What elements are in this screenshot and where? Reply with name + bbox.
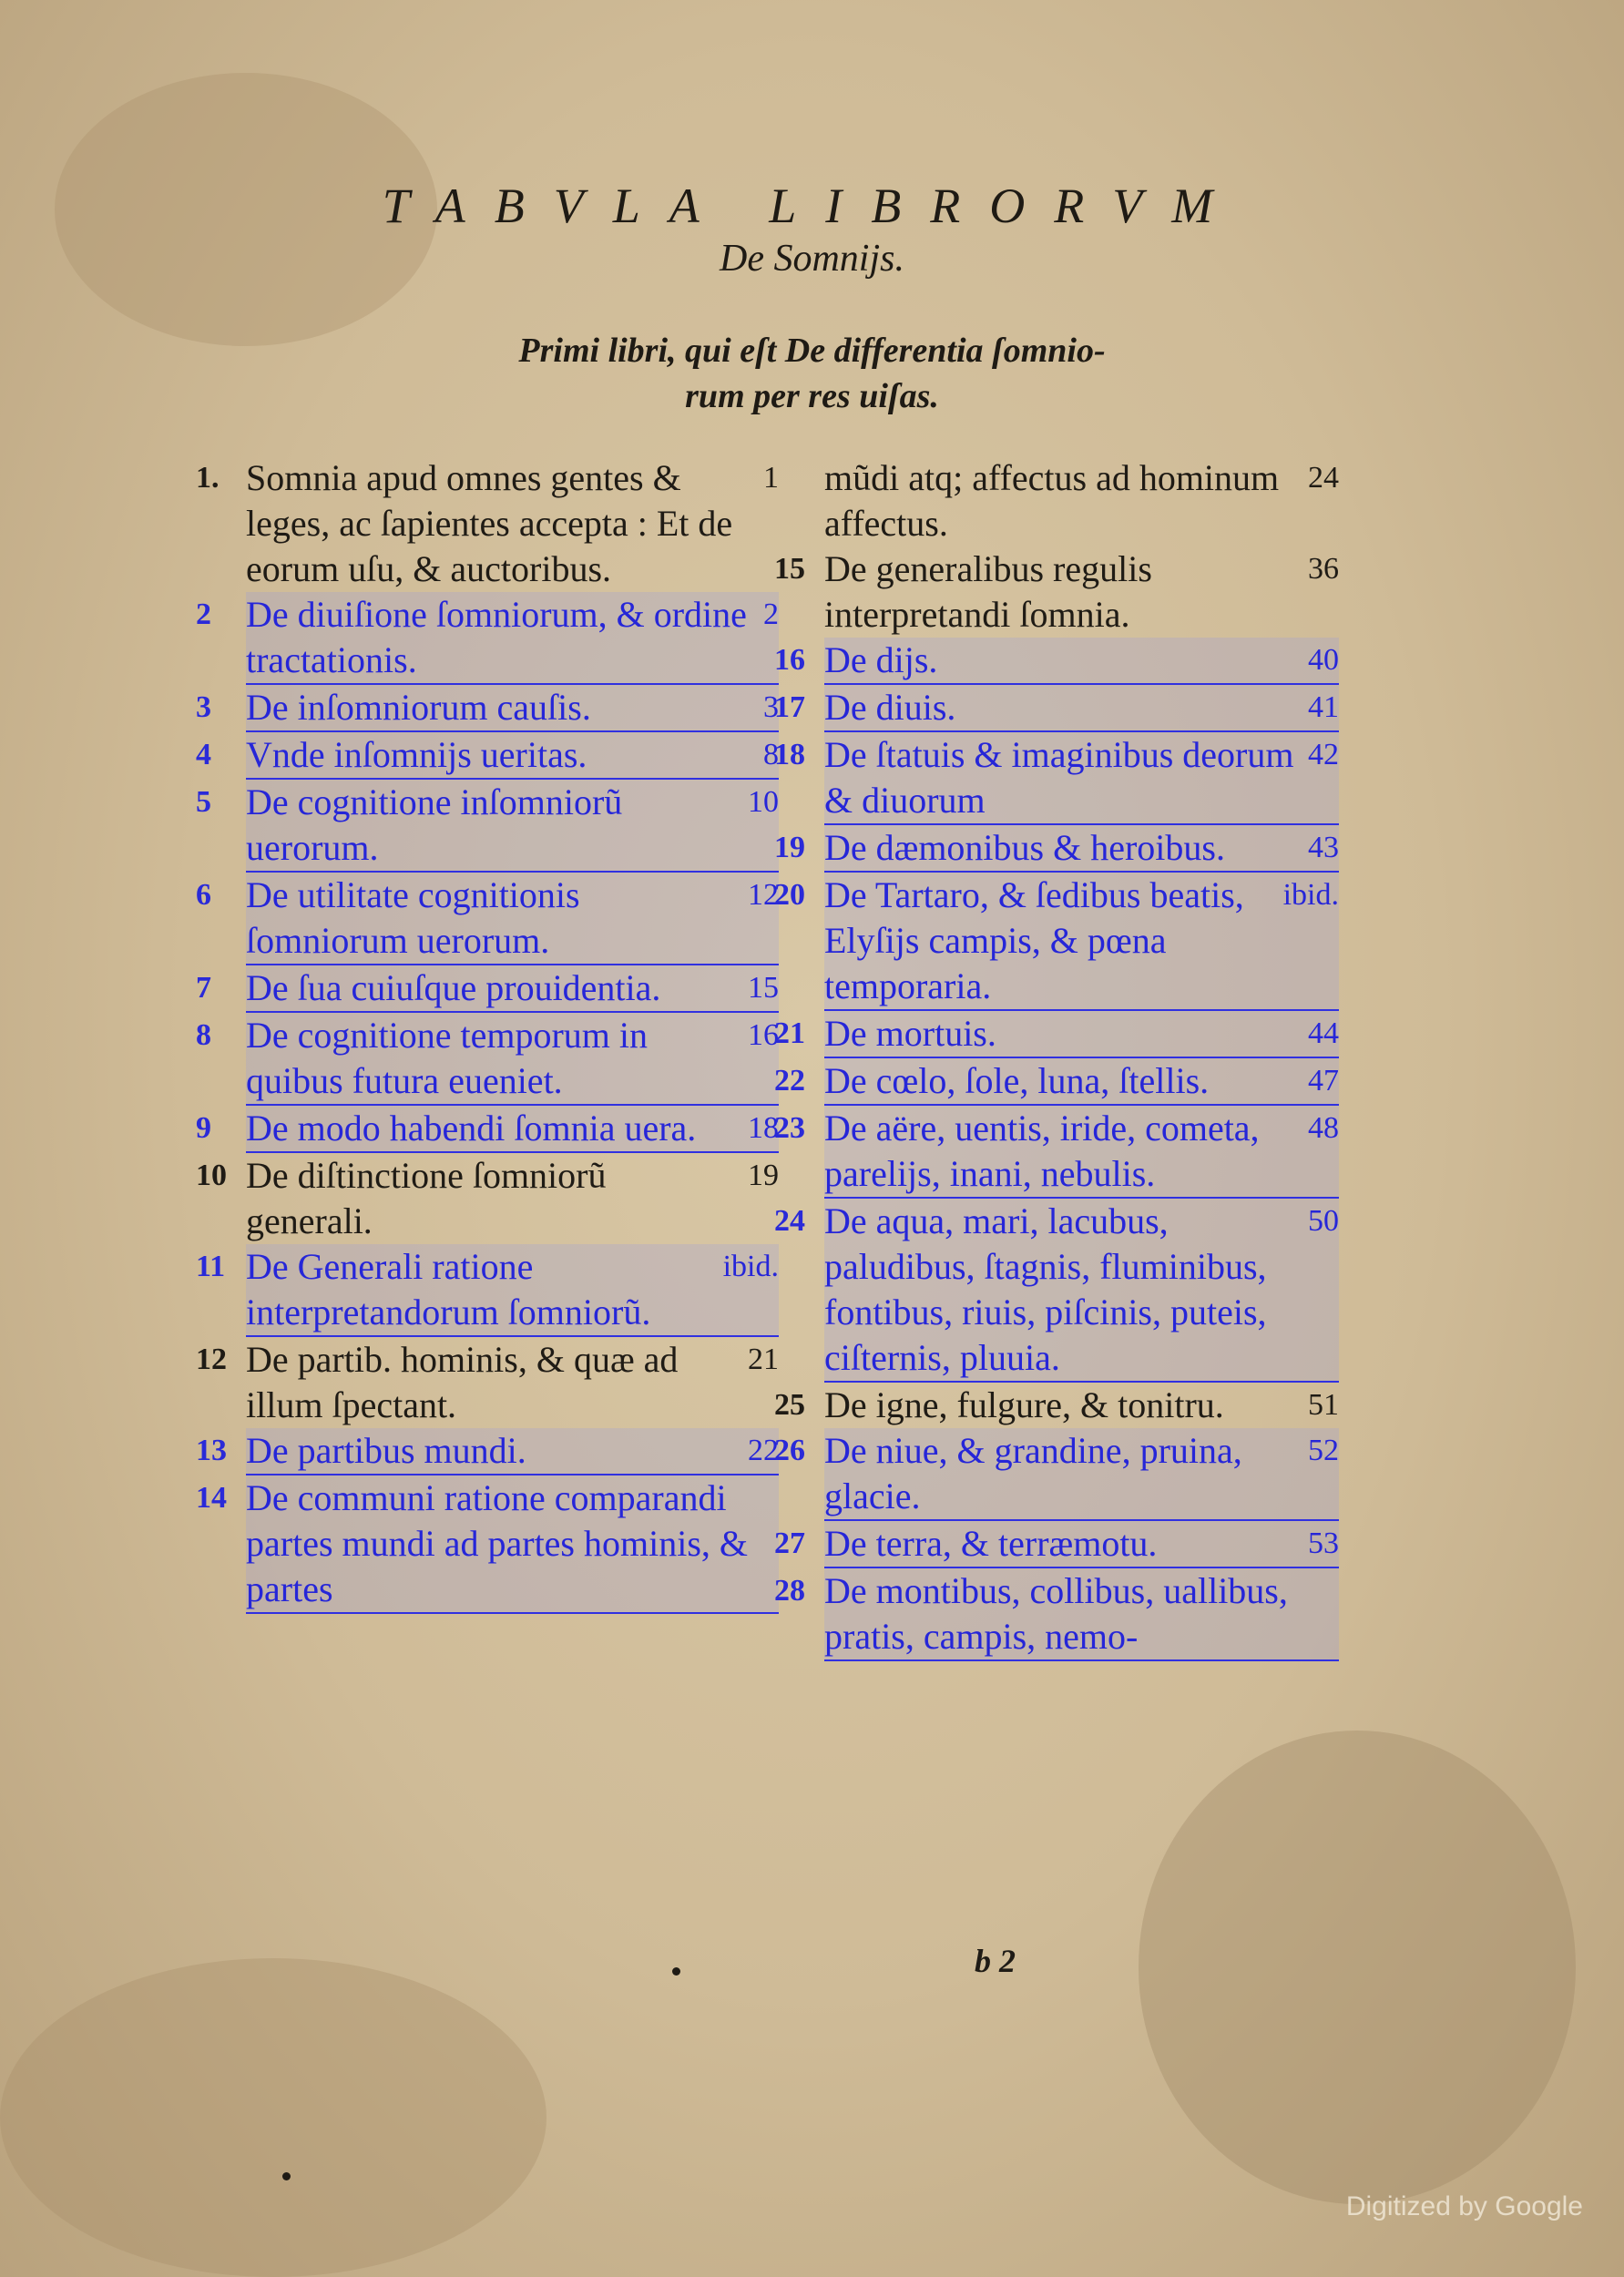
entry-text: De modo habendi ſomnia uera. [246, 1108, 697, 1149]
entry-text-block [824, 638, 1339, 685]
entry-text-block [246, 1475, 779, 1614]
toc-entry [196, 1428, 779, 1475]
entry-text-block [246, 1428, 779, 1475]
entry-text-block [824, 1383, 1339, 1428]
entry-text-block [824, 1428, 1339, 1521]
entry-page-number: 47 [1308, 1064, 1339, 1098]
ink-dot [282, 2172, 291, 2180]
toc-entry [774, 638, 1339, 685]
entry-text-block [824, 1011, 1339, 1058]
entry-text: De terra, & terræmotu. [824, 1523, 1158, 1564]
entry-number: 16 [774, 643, 805, 677]
entry-text: De niue, & grandine, pruina, glacie. [824, 1430, 1242, 1516]
toc-entry [196, 1244, 779, 1337]
toc-entry [196, 965, 779, 1013]
entry-text-block [246, 1013, 779, 1106]
entry-text-block [824, 685, 1339, 732]
paper-stain [0, 1958, 546, 2277]
entry-page-number: ibid. [722, 1250, 779, 1283]
entry-text-block [824, 825, 1339, 873]
entry-text: De Generali ratione interpretandorum ſomniorũ. [246, 1246, 651, 1333]
toc-entry [774, 1521, 1339, 1568]
entry-page-number: 15 [748, 971, 779, 1005]
toc-entry [774, 455, 1339, 546]
entry-text-block [824, 1568, 1339, 1661]
entry-page-number: 3 [763, 690, 779, 724]
entry-number: 12 [196, 1343, 227, 1376]
entry-number: 17 [774, 690, 805, 724]
entry-text: De communi ratione comparandi partes mundi ad partes hominis, & partes [246, 1477, 749, 1609]
entry-text: De aqua, mari, lacubus, paludibus, ſtagnis, fluminibus, fontibus, riuis, piſcinis, puteis, ciſternis, pluuia. [824, 1200, 1267, 1378]
entry-number: 26 [774, 1434, 805, 1467]
entry-page-number: 10 [748, 785, 779, 819]
paper-stain [1139, 1731, 1576, 2204]
entry-number: 28 [774, 1574, 805, 1608]
entry-text-block [246, 685, 779, 732]
entry-page-number: 22 [748, 1434, 779, 1467]
entry-page-number: 8 [763, 738, 779, 771]
entry-text-block [824, 546, 1339, 638]
entry-text-block [246, 873, 779, 965]
toc-entry [196, 873, 779, 965]
toc-entry [774, 825, 1339, 873]
entry-page-number: 53 [1308, 1527, 1339, 1560]
entry-page-number: 2 [763, 597, 779, 631]
entry-text-block [246, 1106, 779, 1153]
entry-text-block [824, 1521, 1339, 1568]
entry-text-block [824, 732, 1339, 825]
entry-number: 5 [196, 785, 211, 819]
entry-page-number: 24 [1308, 461, 1339, 495]
entry-text: De diuis. [824, 687, 956, 728]
entry-number: 19 [774, 831, 805, 864]
entry-text-block [246, 1153, 779, 1244]
entry-number: 8 [196, 1018, 211, 1052]
toc-entry [196, 1153, 779, 1244]
entry-text-block [824, 455, 1339, 546]
entry-text-block [824, 1106, 1339, 1199]
entry-text-block [824, 873, 1339, 1011]
toc-entry [196, 455, 779, 592]
entry-text: De aëre, uentis, iride, cometa, parelijs, inani, nebulis. [824, 1108, 1260, 1194]
entry-page-number: 19 [748, 1159, 779, 1192]
entry-text: De cognitione temporum in quibus futura eueniet. [246, 1015, 649, 1101]
toc-entry [196, 780, 779, 873]
entry-text: De ſua cuiuſque prouidentia. [246, 967, 661, 1008]
toc-entry [196, 685, 779, 732]
entry-number: 1. [196, 461, 220, 495]
entry-page-number: 1 [763, 461, 779, 495]
entry-text-block [246, 455, 779, 592]
entry-text: De partib. hominis, & quæ ad illum ſpectant. [246, 1339, 679, 1425]
toc-entry [196, 1013, 779, 1106]
entry-number: 10 [196, 1159, 227, 1192]
entry-page-number: 44 [1308, 1016, 1339, 1050]
entry-page-number: 16 [748, 1018, 779, 1052]
entry-page-number: 48 [1308, 1111, 1339, 1145]
entry-number: 23 [774, 1111, 805, 1145]
toc-entry [774, 1199, 1339, 1383]
entry-number: 6 [196, 878, 211, 912]
entry-text: De utilitate cognitionis ſomniorum uerorum. [246, 874, 580, 961]
entry-text: De diſtinctione ſomniorũ generali. [246, 1155, 607, 1241]
entry-text: De Tartaro, & ſedibus beatis, Elyſijs campis, & pœna temporaria. [824, 874, 1244, 1006]
entry-text: De diuiſione ſomniorum, & ordine tractationis. [246, 594, 747, 680]
book-heading-line-1: Primi libri, qui eſt De differentia ſomnio- [518, 332, 1106, 370]
toc-entry [774, 1011, 1339, 1058]
toc-entry [774, 685, 1339, 732]
right-column [774, 455, 1339, 1661]
left-column [196, 455, 779, 1614]
signature-mark: b 2 [975, 1943, 1016, 1979]
entry-number: 24 [774, 1204, 805, 1238]
toc-entry [196, 1337, 779, 1428]
entry-text-block [824, 1199, 1339, 1383]
entry-text: De dæmonibus & heroibus. [824, 827, 1225, 868]
entry-number: 15 [774, 552, 805, 586]
entry-number: 11 [196, 1250, 226, 1283]
entry-page-number: 50 [1308, 1204, 1339, 1238]
toc-entry [774, 1568, 1339, 1661]
entry-page-number: 18 [748, 1111, 779, 1145]
toc-entry [774, 1106, 1339, 1199]
entry-text-block [246, 732, 779, 780]
entry-page-number: 21 [748, 1343, 779, 1376]
entry-number: 2 [196, 597, 211, 631]
entry-text: Vnde inſomnijs ueritas. [246, 734, 587, 775]
entry-page-number: 36 [1308, 552, 1339, 586]
entry-text: mũdi atq; affectus ad hominum affectus. [824, 457, 1280, 544]
entry-number: 22 [774, 1064, 805, 1098]
entry-page-number: ibid. [1282, 878, 1339, 912]
entry-text-block [246, 1244, 779, 1337]
entry-text: De cœlo, ſole, luna, ſtellis. [824, 1060, 1210, 1101]
entry-number: 21 [774, 1016, 805, 1050]
entry-number: 25 [774, 1388, 805, 1422]
entry-text: De ſtatuis & imaginibus deorum & diuorum [824, 734, 1294, 821]
digitized-watermark: Digitized by Google [1345, 2191, 1583, 2221]
entry-number: 4 [196, 738, 211, 771]
toc-entry [196, 732, 779, 780]
entry-text: De inſomniorum cauſis. [246, 687, 591, 728]
entry-number: 27 [774, 1527, 805, 1560]
entry-text: De dijs. [824, 639, 938, 680]
entry-text: De montibus, collibus, uallibus, pratis, campis, nemo- [824, 1570, 1288, 1657]
entry-page-number: 41 [1308, 690, 1339, 724]
book-heading [0, 328, 1624, 419]
entry-number: 7 [196, 971, 211, 1005]
entry-text: De mortuis. [824, 1013, 996, 1054]
entry-text-block [246, 965, 779, 1013]
entry-text-block [246, 780, 779, 873]
entry-text: Somnia apud omnes gentes & leges, ac ſapientes accepta : Et de eorum uſu, & auctoribus. [246, 457, 733, 589]
toc-entry [196, 592, 779, 685]
page-subtitle: De Somnijs. [720, 238, 904, 280]
entry-number: 9 [196, 1111, 211, 1145]
entry-text: De cognitione inſomniorũ uerorum. [246, 781, 623, 868]
entry-number: 18 [774, 738, 805, 771]
toc-entry [774, 546, 1339, 638]
entry-page-number: 40 [1308, 643, 1339, 677]
page-title: TABVLA LIBRORVM [382, 179, 1242, 233]
entry-page-number: 52 [1308, 1434, 1339, 1467]
entry-number: 13 [196, 1434, 227, 1467]
toc-entry [774, 1058, 1339, 1106]
entry-number: 20 [774, 878, 805, 912]
entry-text-block [824, 1058, 1339, 1106]
entry-text: De partibus mundi. [246, 1430, 526, 1471]
entry-text: De igne, fulgure, & tonitru. [824, 1384, 1224, 1425]
ink-dot [672, 1967, 680, 1976]
toc-entry [774, 732, 1339, 825]
entry-text-block [246, 592, 779, 685]
entry-number: 3 [196, 690, 211, 724]
book-heading-line-2: rum per res uiſas. [685, 377, 939, 415]
entry-text: De generalibus regulis interpretandi ſomnia. [824, 548, 1152, 635]
toc-entry [196, 1475, 779, 1614]
entry-page-number: 43 [1308, 831, 1339, 864]
toc-entry [774, 1428, 1339, 1521]
entry-number: 14 [196, 1481, 227, 1515]
toc-entry [774, 1383, 1339, 1428]
toc-entry [774, 873, 1339, 1011]
entry-page-number: 51 [1308, 1388, 1339, 1422]
entry-page-number: 42 [1308, 738, 1339, 771]
entry-page-number: 12 [748, 878, 779, 912]
entry-text-block [246, 1337, 779, 1428]
toc-entry [196, 1106, 779, 1153]
